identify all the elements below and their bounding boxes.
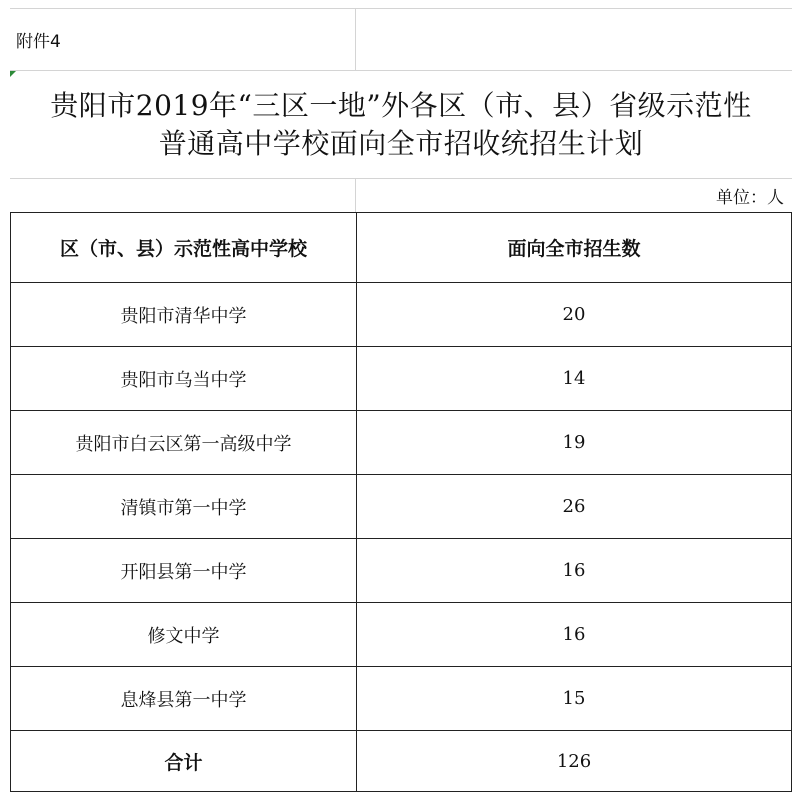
enrollment-count[interactable]: 20 <box>562 304 586 325</box>
enrollment-count[interactable]: 19 <box>562 432 586 453</box>
enrollment-count[interactable]: 16 <box>562 624 586 645</box>
empty-cell[interactable] <box>356 9 792 70</box>
table-row <box>11 283 791 347</box>
school-name[interactable]: 息烽县第一中学 <box>11 667 357 730</box>
table-row <box>11 539 791 603</box>
title-line-2: 普通高中学校面向全市招收统招生计划 <box>158 126 644 160</box>
table-row <box>11 347 791 411</box>
school-name[interactable]: 开阳县第一中学 <box>11 539 357 602</box>
enrollment-count[interactable]: 14 <box>562 368 586 389</box>
school-name[interactable]: 贵阳市白云区第一高级中学 <box>11 411 357 474</box>
attachment-cell[interactable] <box>10 9 356 70</box>
spreadsheet <box>10 8 792 798</box>
enrollment-count[interactable]: 26 <box>562 496 586 517</box>
table-row <box>11 667 791 731</box>
total-count[interactable]: 126 <box>556 750 592 772</box>
attachment-row <box>10 8 792 70</box>
attachment-label: 附件4 <box>16 32 61 52</box>
table-row <box>11 411 791 475</box>
page-title <box>50 87 751 163</box>
enrollment-count[interactable]: 15 <box>562 688 586 709</box>
school-name[interactable]: 贵阳市清华中学 <box>11 283 357 346</box>
table-total-row <box>11 731 791 791</box>
school-name[interactable]: 贵阳市乌当中学 <box>11 347 357 410</box>
unit-cell[interactable] <box>356 179 792 212</box>
enrollment-count[interactable]: 16 <box>562 560 586 581</box>
table-row <box>11 475 791 539</box>
total-label[interactable]: 合计 <box>11 731 357 791</box>
unit-row <box>10 178 792 212</box>
school-name[interactable]: 修文中学 <box>11 603 357 666</box>
enrollment-table <box>10 212 792 792</box>
cell-comment-marker-icon <box>10 71 16 77</box>
unit-label: 单位：人 <box>716 188 784 208</box>
title-line-1: 贵阳市2019年“三区一地”外各区（市、县）省级示范性 <box>50 88 752 122</box>
header-count[interactable]: 面向全市招生数 <box>507 238 641 260</box>
table-row <box>11 603 791 667</box>
table-header-row <box>11 213 791 283</box>
title-row[interactable] <box>10 70 792 178</box>
school-name[interactable]: 清镇市第一中学 <box>11 475 357 538</box>
empty-cell[interactable] <box>10 179 356 212</box>
header-school[interactable]: 区（市、县）示范性高中学校 <box>11 213 357 282</box>
